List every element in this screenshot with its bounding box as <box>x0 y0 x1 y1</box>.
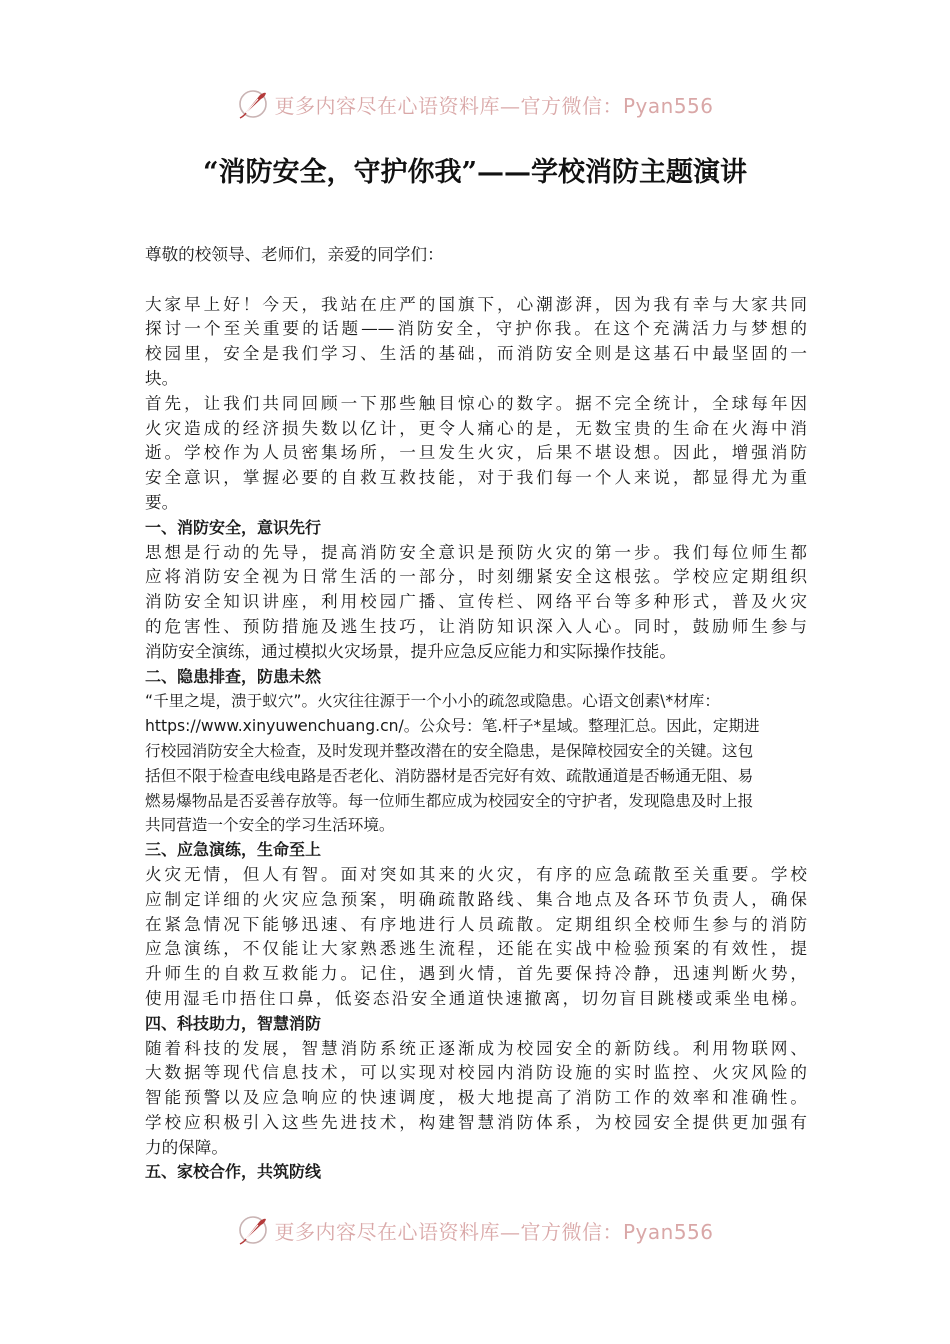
text-line: 应将消防安全视为日常生活的一部分，时刻绷紧安全这根弦。学校应定期组织 <box>145 567 807 587</box>
text-line: 要。 <box>145 492 179 512</box>
text-line: 块。 <box>145 368 179 388</box>
banner-text <box>274 90 713 119</box>
section-heading: 一、消防安全，意识先行 <box>145 517 322 537</box>
text-line: 首先，让我们共同回顾一下那些触目惊心的数字。据不完全统计，全球每年因 <box>145 393 807 413</box>
section-heading: 五、家校合作，共筑防线 <box>145 1162 322 1182</box>
text-line: 的危害性、预防措施及逃生技巧，让消防知识深入人心。同时，鼓励师生参与 <box>145 616 807 636</box>
text-line: 火灾造成的经济损失数以亿计，更令人痛心的是，无数宝贵的生命在火海中消 <box>145 418 807 438</box>
text-line: 思想是行动的先导，提高消防安全意识是预防火灾的第一步。我们每位师生都 <box>145 542 807 562</box>
greeting: 尊敬的校领导、老师们，亲爱的同学们： <box>145 245 444 264</box>
section-heading: 四、科技助力，智慧消防 <box>145 1013 322 1033</box>
section-4 <box>145 1012 807 1161</box>
document-body <box>145 243 807 1185</box>
text-line: 学校应积极引入这些先进技术，构建智慧消防体系，为校园安全提供更加强有 <box>145 1112 807 1132</box>
text-line: 探讨一个至关重要的话题——消防安全，守护你我。在这个充满活力与梦想的 <box>145 319 807 339</box>
text-line: 升师生的自救互救能力。记住，遇到火情，首先要保持冷静，迅速判断火势， <box>145 964 807 984</box>
page-title: “消防安全，守护你我”——学校消防主题演讲 <box>202 157 748 188</box>
quill-pen-logo-icon <box>236 87 270 121</box>
text-line: 消防安全演练，通过模拟火灾场景，提升应急反应能力和实际操作技能。 <box>145 641 676 661</box>
text-line: “千里之堤，溃于蚁穴”。火灾往往源于一个小小的疏忽或隐患。心语文创素\*材库： <box>145 692 720 711</box>
text-line: 火灾无情，但人有智。面对突如其来的火灾，有序的应急疏散至关重要。学校 <box>145 864 807 884</box>
text-line: 力的保障。 <box>145 1137 228 1157</box>
text-line: 应制定详细的火灾应急预案，明确疏散路线、集合地点及各环节负责人，确保 <box>145 889 807 909</box>
text-line: 消防安全知识讲座，利用校园广播、宣传栏、网络平台等多种形式，普及火灾 <box>145 592 807 612</box>
text-line: 校园里，安全是我们学习、生活的基础，而消防安全则是这基石中最坚固的一 <box>145 344 807 364</box>
text-line: 使用湿毛巾捂住口鼻，低姿态沿安全通道快速撤离，切勿盲目跳楼或乘坐电梯。 <box>145 988 807 1008</box>
text-line: https://www.xinyuwenchuang.cn/。公众号：笔.杆子*星域。整理汇总。因此，定期进 <box>145 717 760 736</box>
text-line: 行校园消防安全大检查，及时发现并整改潜在的安全隐患，是保障校园安全的关键。这包 <box>145 741 754 760</box>
text-line: 燃易爆物品是否妥善存放等。每一位师生都应成为校园安全的守护者，发现隐患及时上报 <box>145 791 754 810</box>
banner-text <box>274 1216 713 1245</box>
text-line: 应急演练，不仅能让大家熟悉逃生流程，还能在实战中检验预案的有效性，提 <box>145 939 807 959</box>
section-heading: 二、隐患排查，防患未然 <box>145 666 322 686</box>
text-line: 逝。学校作为人员密集场所，一旦发生火灾，后果不堪设想。因此，增强消防 <box>145 443 807 463</box>
section-heading: 三、应急演练，生命至上 <box>145 840 322 860</box>
text-line: 智能预警以及应急响应的快速调度，极大地提高了消防工作的效率和准确性。 <box>145 1088 807 1108</box>
text-line: 在紧急情况下能够迅速、有序地进行人员疏散。定期组织全校师生参与的消防 <box>145 914 807 934</box>
banner-slogan: 更多内容尽在心语资料库—官方微信： <box>274 1219 623 1244</box>
text-line: 大数据等现代信息技术，可以实现对校园内消防设施的实时监控、火灾风险的 <box>145 1063 807 1083</box>
text-line: 大家早上好！今天，我站在庄严的国旗下，心潮澎湃，因为我有幸与大家共同 <box>145 294 807 314</box>
intro-paragraph <box>145 293 807 516</box>
section-3 <box>145 838 807 1012</box>
text-line: 共同营造一个安全的学习生活环境。 <box>145 816 395 835</box>
footer-banner <box>0 1210 950 1250</box>
section-2 <box>145 665 807 839</box>
banner-wechat-handle: Pyan556 <box>622 93 714 118</box>
section-5 <box>145 1160 807 1185</box>
section-1 <box>145 516 807 665</box>
text-line: 括但不限于检查电线电路是否老化、消防器材是否完好有效、疏散通道是否畅通无阻、易 <box>145 766 754 785</box>
banner-slogan: 更多内容尽在心语资料库—官方微信： <box>274 93 623 118</box>
text-line: 随着科技的发展，智慧消防系统正逐渐成为校园安全的新防线。利用物联网、 <box>145 1038 807 1058</box>
header-banner <box>0 84 950 124</box>
quill-pen-logo-icon <box>236 1213 270 1247</box>
text-line: 安全意识，掌握必要的自救互救技能，对于我们每一个人来说，都显得尤为重 <box>145 468 807 488</box>
banner-wechat-handle: Pyan556 <box>622 1219 714 1244</box>
